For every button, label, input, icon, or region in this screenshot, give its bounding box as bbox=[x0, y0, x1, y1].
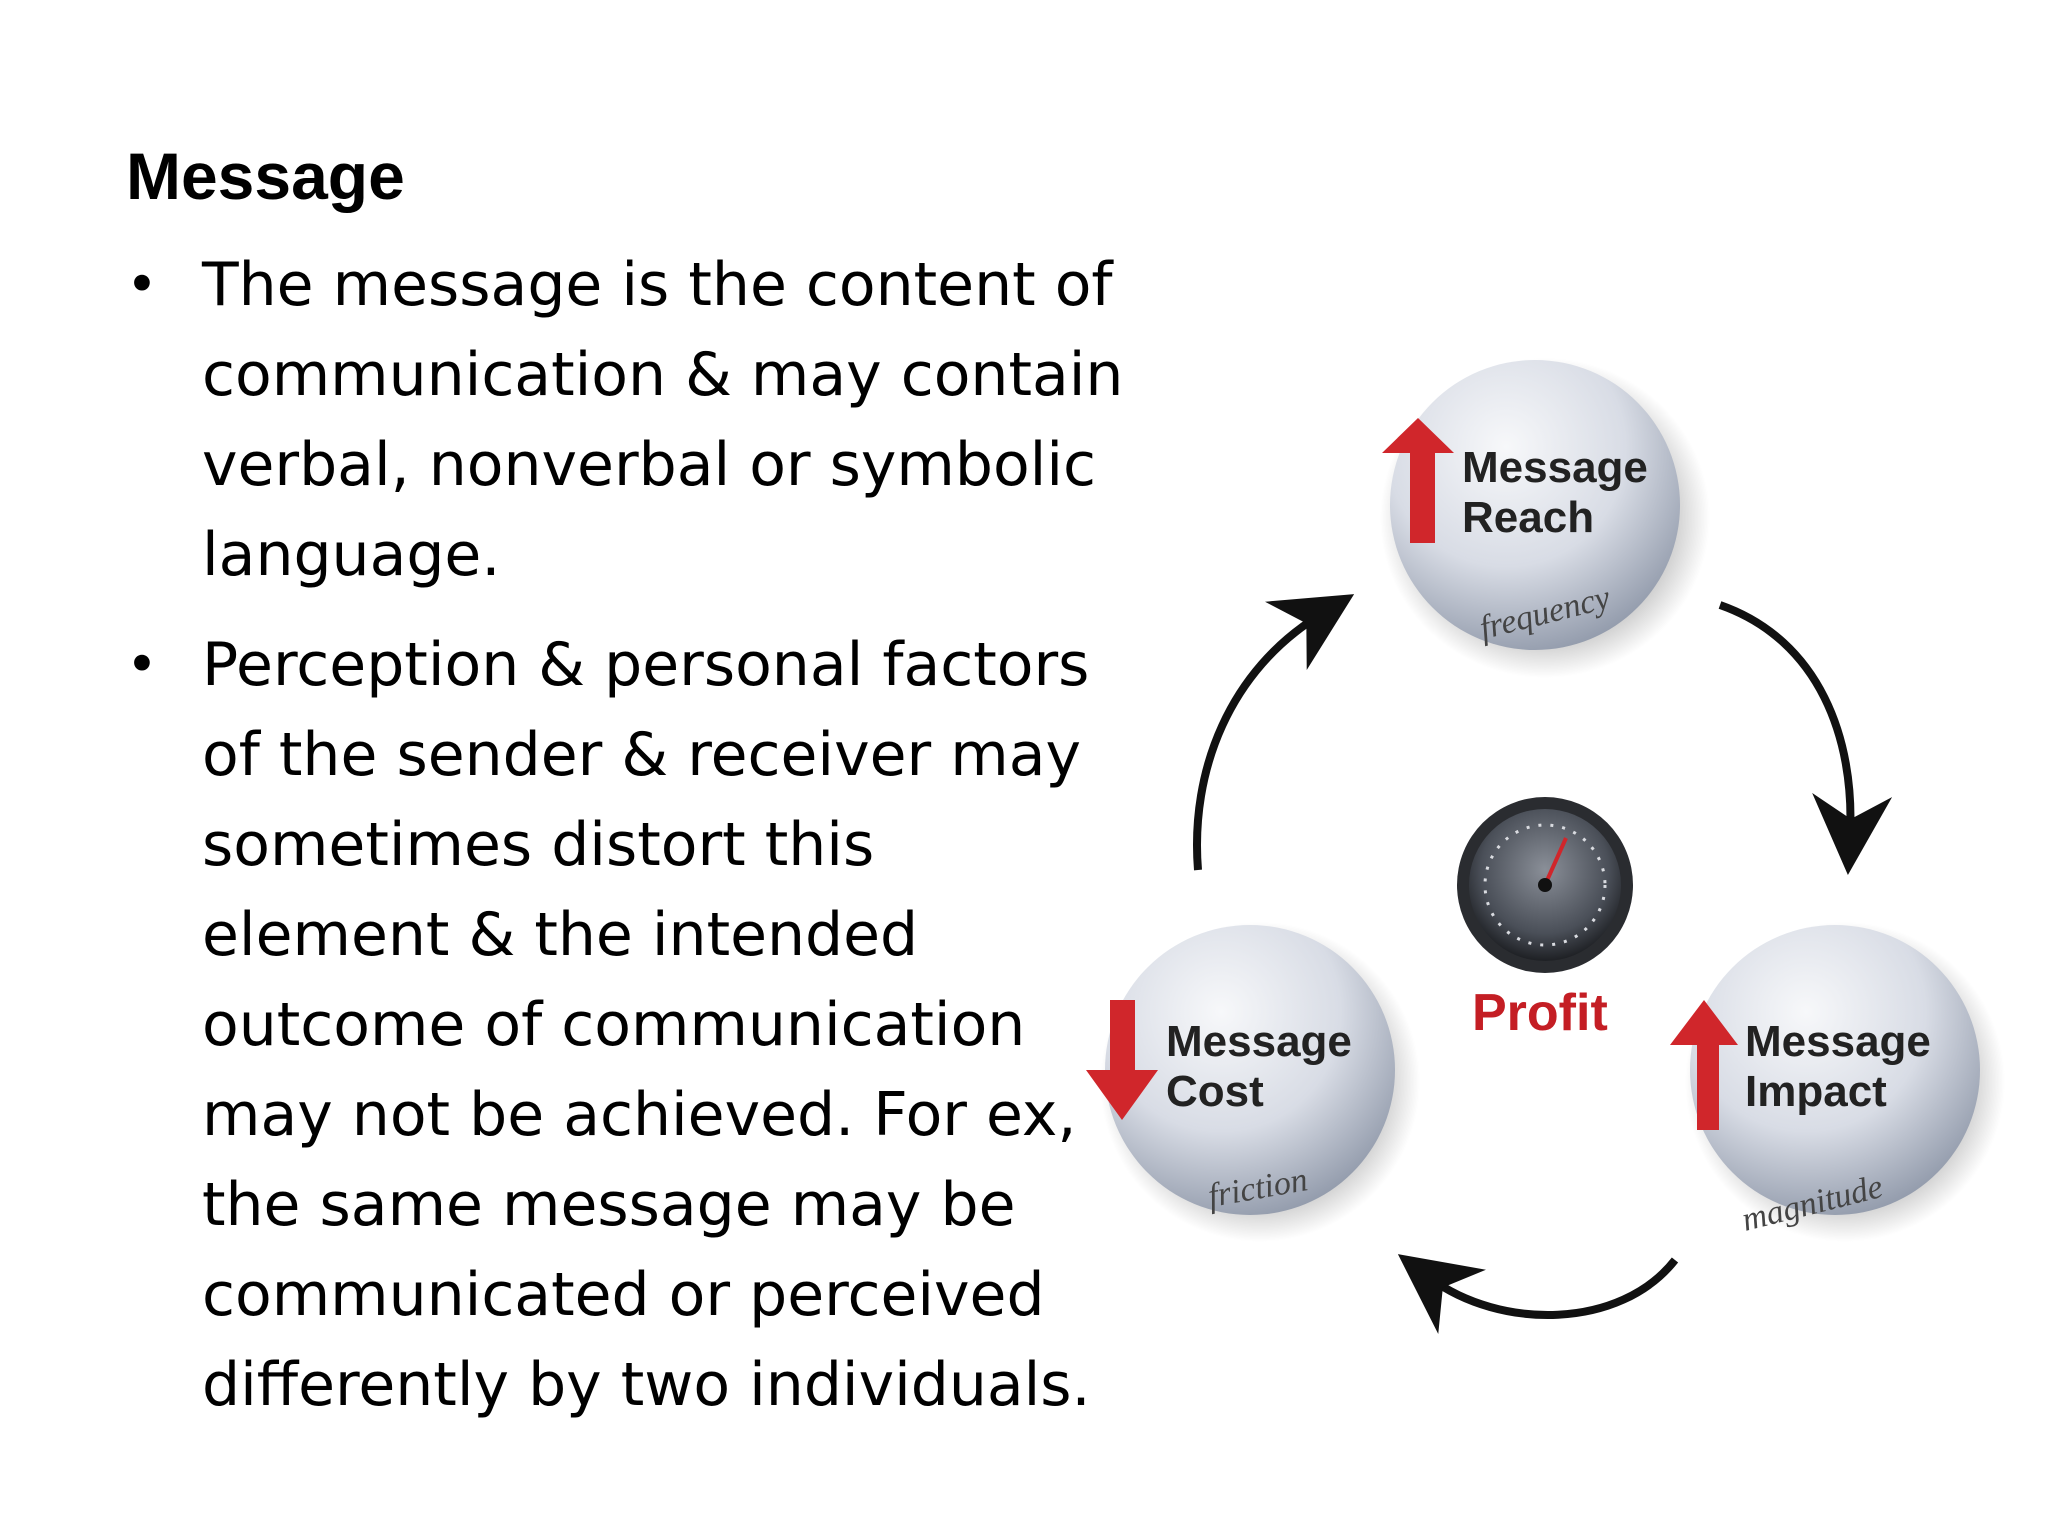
bullet-dot-icon: • bbox=[126, 633, 158, 696]
speedometer-icon bbox=[1457, 797, 1633, 973]
reach-sub-label: frequency bbox=[1475, 579, 1614, 648]
cycle-arrow-impact-to-cost bbox=[1430, 1260, 1675, 1315]
cycle-arrow-reach-to-impact bbox=[1720, 605, 1850, 835]
bullet-dot-icon: • bbox=[126, 253, 158, 316]
bullet-text: The message is the content of communication & may contain verbal, nonverbal or symbolic language. bbox=[202, 250, 1124, 590]
center-profit-label: Profit bbox=[1472, 984, 1608, 1042]
reach-node bbox=[1380, 358, 1710, 678]
slide-heading: Message bbox=[126, 139, 405, 213]
cost-sub-label: friction bbox=[1205, 1161, 1311, 1216]
bullet-list bbox=[126, 240, 1126, 1450]
reach-label-line2: Reach bbox=[1462, 493, 1595, 542]
impact-sub-label: magnitude bbox=[1738, 1168, 1887, 1239]
bullet-item bbox=[126, 240, 1126, 600]
cycle-arrow-cost-to-reach bbox=[1197, 615, 1320, 870]
bullet-item bbox=[126, 620, 1126, 1430]
impact-label-line1: Message bbox=[1745, 1017, 1931, 1066]
cost-label-line1: Message bbox=[1166, 1017, 1352, 1066]
impact-label-line2: Impact bbox=[1745, 1067, 1887, 1116]
cost-node bbox=[1086, 922, 1420, 1242]
reach-label-line1: Message bbox=[1462, 443, 1648, 492]
message-cycle-diagram bbox=[1080, 300, 2040, 1440]
bullet-text: Perception & personal factors of the sender & receiver may sometimes distort this element & the intended outcome of communication may not be achieved. For ex, the same message may be communicated or perceived differently by two individuals. bbox=[202, 630, 1091, 1420]
impact-node bbox=[1670, 922, 2005, 1242]
cost-label-line2: Cost bbox=[1166, 1067, 1264, 1116]
